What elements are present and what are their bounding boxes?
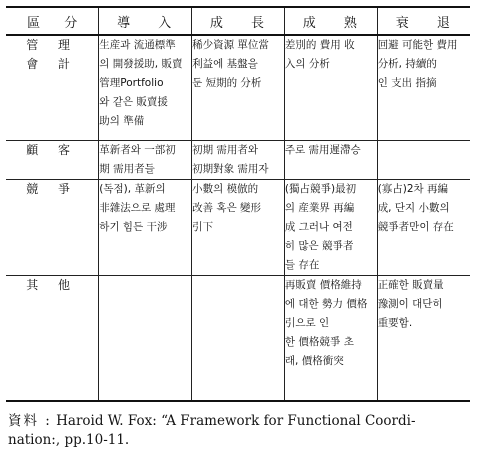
header-maturity: 成 熟 bbox=[284, 7, 377, 35]
table-cell: (寡占)2차 再編 成, 단지 小數의 競爭者만이 存在 bbox=[377, 180, 470, 276]
header-division: 區 分 bbox=[6, 7, 99, 35]
table-cell: 初期 需用者와 初期對象 需用자 bbox=[192, 141, 285, 180]
table-row-competition bbox=[6, 180, 470, 276]
table-cell bbox=[377, 141, 470, 180]
row-label: 顧 客 bbox=[6, 141, 99, 180]
document bbox=[6, 6, 476, 450]
table-cell: 革新者와 一部初 期 需用者들 bbox=[99, 141, 192, 180]
source-text: Haroid W. Fox: “A Framework for Functional Coordi- nation:, pp.10-11. bbox=[8, 413, 416, 448]
table-cell: 生産과 流通標準 의 開發援助, 販賣 管理Portfolio 와 같은 販賣援 助의 準備 bbox=[99, 35, 192, 141]
table-cell: 주로 需用遲滯승 bbox=[284, 141, 377, 180]
table-row-customers bbox=[6, 141, 470, 180]
table-cell: 差別的 費用 收 入의 分析 bbox=[284, 35, 377, 141]
header-introduction: 導 入 bbox=[99, 7, 192, 35]
table-row-other bbox=[6, 276, 470, 402]
row-label: 管 理 會 計 bbox=[6, 35, 99, 141]
table-header-row bbox=[6, 7, 470, 35]
table-cell: 正確한 販賣量 豫測이 대단히 重要함. bbox=[377, 276, 470, 402]
source-citation bbox=[6, 412, 476, 450]
table-cell: (獨占競爭)最初 의 産業界 再編 成 그러나 여전 히 많은 競爭者 들 存在 bbox=[284, 180, 377, 276]
row-label: 其 他 bbox=[6, 276, 99, 402]
table-cell: 小數의 模倣的 改善 혹은 變形 引下 bbox=[192, 180, 285, 276]
row-label: 競 爭 bbox=[6, 180, 99, 276]
table-cell: (독점), 革新의 非雜法으로 處理 하기 힘든 干涉 bbox=[99, 180, 192, 276]
table-row-management-accounting bbox=[6, 35, 470, 141]
table-cell: 稀少資源 單位當 利益에 基盤을 둔 短期的 分析 bbox=[192, 35, 285, 141]
table-cell: 再販賣 價格維持 에 대한 勢力 價格 引으로 인 한 價格競爭 초 래, 價格衝突 bbox=[284, 276, 377, 402]
header-growth: 成 長 bbox=[192, 7, 285, 35]
table-cell bbox=[99, 276, 192, 402]
table-cell bbox=[192, 276, 285, 402]
product-lifecycle-table bbox=[6, 6, 470, 402]
table-cell: 回避 可能한 費用 分析, 持續的 인 支出 指摘 bbox=[377, 35, 470, 141]
source-label: 資料 : bbox=[8, 413, 52, 429]
header-decline: 衰 退 bbox=[377, 7, 470, 35]
